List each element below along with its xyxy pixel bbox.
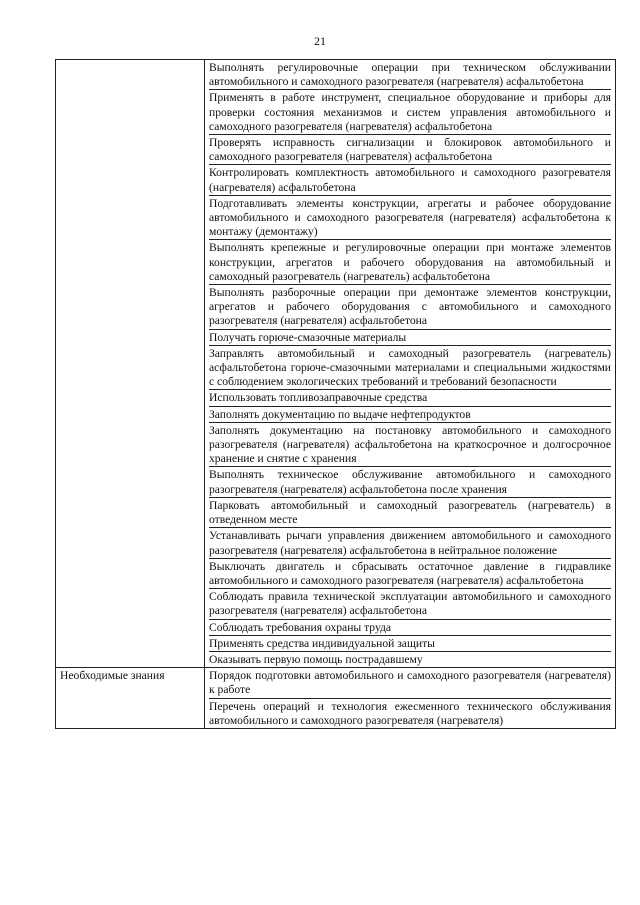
row-items — [205, 668, 616, 729]
list-item: Проверять исправность сигнализации и блокировок автомобильного и самоходного разогревателя (нагревателя) асфальтобетона — [209, 135, 611, 165]
table-row — [56, 60, 616, 668]
list-item: Перечень операций и технология ежесменного технического обслуживания автомобильного и самоходного разогревателя (нагревателя) — [209, 699, 611, 727]
row-items — [205, 60, 616, 668]
table-row — [56, 668, 616, 729]
list-item: Выполнять техническое обслуживание автомобильного и самоходного разогревателя (нагревателя) асфальтобетона после хранения — [209, 467, 611, 497]
list-item: Соблюдать правила технической эксплуатации автомобильного и самоходного разогревателя (нагревателя) асфальтобетона — [209, 589, 611, 619]
list-item: Порядок подготовки автомобильного и самоходного разогревателя (нагревателя) к работе — [209, 668, 611, 698]
list-item: Подготавливать элементы конструкции, агрегаты и рабочее оборудование автомобильного и самоходного разогревателя (нагревателя) асфальтобетона к монтажу (демонтажу) — [209, 196, 611, 241]
list-item: Контролировать комплектность автомобильного и самоходного разогревателя (нагревателя) асфальтобетона — [209, 165, 611, 195]
list-item: Парковать автомобильный и самоходный разогреватель (нагреватель) в отведенном месте — [209, 498, 611, 528]
list-item: Применять в работе инструмент, специальное оборудование и приборы для проверки состояния механизмов и систем управления автомобильного и самоходного разогревателя (нагревателя) асфальтобетона — [209, 90, 611, 135]
list-item: Заправлять автомобильный и самоходный разогреватель (нагреватель) асфальтобетона горюче-смазочными материалами и специальными жидкостями с соблюдением экологических требований и требований безопасности — [209, 346, 611, 391]
list-item: Выполнять крепежные и регулировочные операции при монтаже элементов конструкции, агрегатов и рабочего оборудования на автомобильный и самоходный разогреватель (нагреватель) асфальтобетона — [209, 240, 611, 285]
list-item: Заполнять документацию на постановку автомобильного и самоходного разогревателя (нагревателя) асфальтобетона на краткосрочное и долгосрочное хранение и снятие с хранения — [209, 423, 611, 468]
row-label — [56, 60, 205, 668]
list-item: Оказывать первую помощь пострадавшему — [209, 652, 423, 666]
list-item: Устанавливать рычаги управления движением автомобильного и самоходного разогревателя (нагревателя) асфальтобетона в нейтральное положение — [209, 528, 611, 558]
list-item: Выполнять регулировочные операции при техническом обслуживании автомобильного и самоходного разогревателя (нагревателя) асфальтобетона — [209, 60, 611, 90]
list-item: Получать горюче-смазочные материалы — [209, 330, 611, 346]
list-item: Выполнять разборочные операции при демонтаже элементов конструкции, агрегатов и рабочего оборудования с автомобильного и самоходного разогревателя (нагревателя) асфальтобетона — [209, 285, 611, 330]
requirements-table — [55, 59, 616, 729]
row-label: Необходимые знания — [56, 668, 205, 729]
list-item: Выключать двигатель и сбрасывать остаточное давление в гидравлике автомобильного и самоходного разогревателя (нагревателя) асфальтобетона — [209, 559, 611, 589]
list-item: Соблюдать требования охраны труда — [209, 620, 611, 636]
page-number: 21 — [314, 34, 326, 48]
list-item: Использовать топливозаправочные средства — [209, 390, 611, 406]
list-item: Заполнять документацию по выдаче нефтепродуктов — [209, 407, 611, 423]
list-item: Применять средства индивидуальной защиты — [209, 636, 611, 652]
